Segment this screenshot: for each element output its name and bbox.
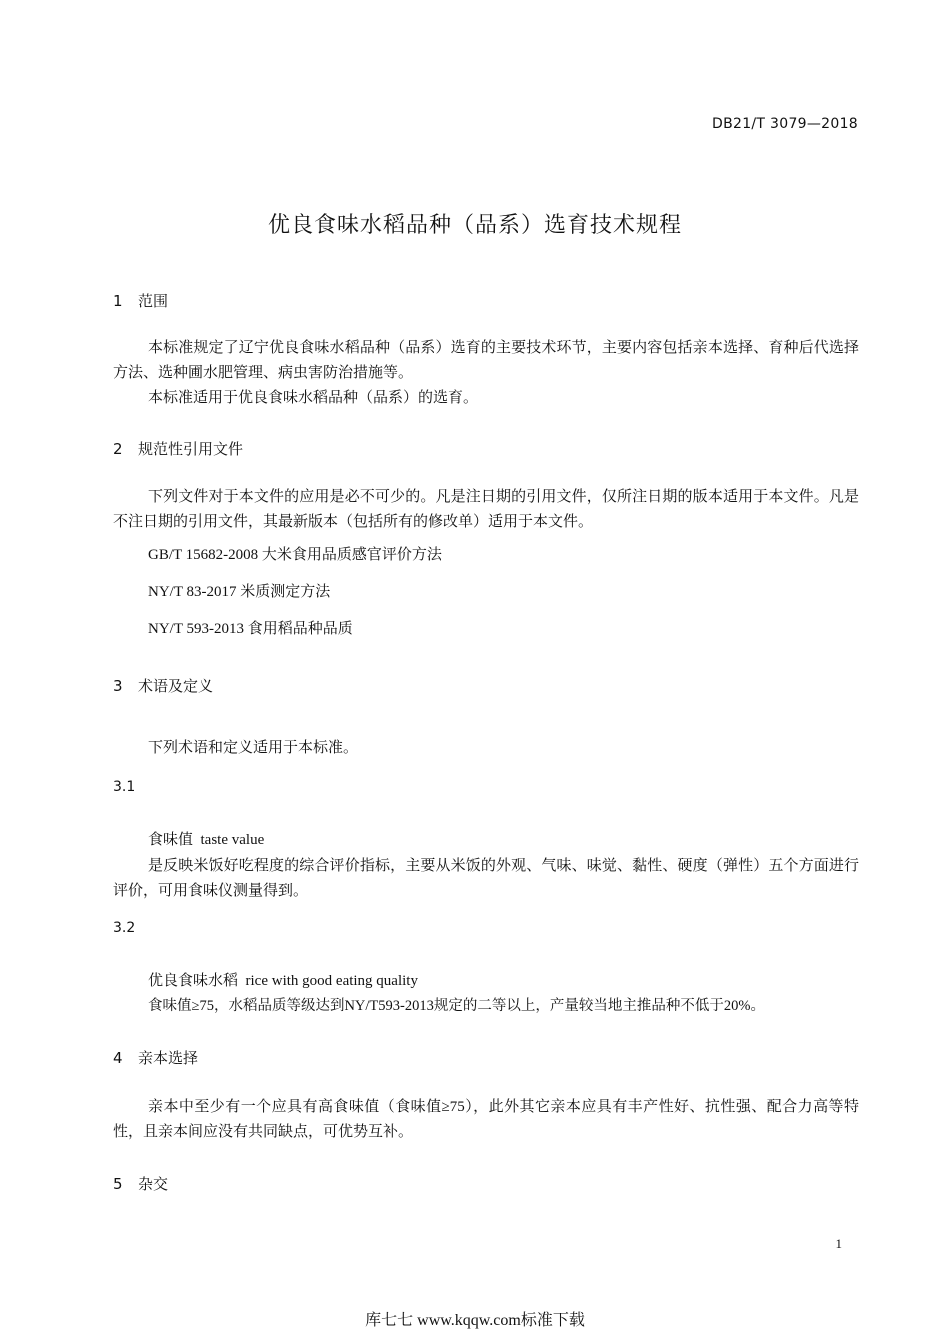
section-heading-1 bbox=[113, 290, 168, 311]
section-number: 2 bbox=[113, 440, 123, 458]
section-title: 规范性引用文件 bbox=[138, 440, 244, 458]
section-heading-4 bbox=[113, 1047, 198, 1068]
page-number: 1 bbox=[835, 1236, 842, 1251]
term-en: taste value bbox=[200, 832, 265, 848]
section-number: 3 bbox=[113, 677, 123, 695]
section-title: 范围 bbox=[138, 292, 169, 310]
paragraph: 本标准适用于优良食味水稻品种（品系）的选育。 bbox=[148, 390, 479, 406]
paragraph: 亲本中至少有一个应具有高食味值（食味值≥75），此外其它亲本应具有丰产性好、抗性强、配合力高等特性，且亲本间应没有共同缺点，可优势互补。 bbox=[113, 1099, 859, 1140]
term-definition: 是反映米饭好吃程度的综合评价指标，主要从米饭的外观、气味、味觉、黏性、硬度（弹性）五个方面进行评价，可用食味仪测量得到。 bbox=[113, 858, 859, 899]
section-number: 5 bbox=[113, 1175, 123, 1193]
footer-watermark: 库七七 www.kqqw.com标准下载 bbox=[365, 1312, 585, 1329]
term-en: rice with good eating quality bbox=[245, 973, 418, 989]
section-heading-2 bbox=[113, 438, 243, 459]
clause-number-3-1: 3.1 bbox=[113, 779, 136, 795]
section-title: 亲本选择 bbox=[138, 1049, 199, 1067]
term-definition: 食味值≥75，水稻品质等级达到NY/T593-2013规定的二等以上，产量较当地主推品种不低于20%。 bbox=[148, 998, 765, 1014]
section-heading-3 bbox=[113, 675, 213, 696]
document-code: DB21/T 3079—2018 bbox=[712, 116, 858, 132]
section-number: 1 bbox=[113, 292, 123, 310]
reference-item: NY/T 593-2013 食用稻品种品质 bbox=[148, 621, 353, 637]
section-title: 杂交 bbox=[138, 1175, 169, 1193]
paragraph: 本标准规定了辽宁优良食味水稻品种（品系）选育的主要技术环节，主要内容包括亲本选择、育种后代选择方法、选种圃水肥管理、病虫害防治措施等。 bbox=[113, 340, 859, 381]
section-heading-5 bbox=[113, 1173, 168, 1194]
section-title: 术语及定义 bbox=[138, 677, 214, 695]
reference-item: GB/T 15682-2008 大米食用品质感官评价方法 bbox=[148, 547, 442, 563]
reference-item: NY/T 83-2017 米质测定方法 bbox=[148, 584, 331, 600]
term-entry bbox=[148, 968, 418, 994]
term-entry bbox=[148, 827, 264, 853]
paragraph: 下列文件对于本文件的应用是必不可少的。凡是注日期的引用文件，仅所注日期的版本适用于本文件。凡是不注日期的引用文件，其最新版本（包括所有的修改单）适用于本文件。 bbox=[113, 489, 859, 530]
document-title: 优良食味水稻品种（品系）选育技术规程 bbox=[267, 213, 682, 238]
clause-number-3-2: 3.2 bbox=[113, 920, 136, 936]
paragraph: 下列术语和定义适用于本标准。 bbox=[148, 740, 359, 756]
section-number: 4 bbox=[113, 1049, 123, 1067]
term-zh: 食味值 bbox=[148, 830, 194, 848]
term-zh: 优良食味水稻 bbox=[148, 971, 239, 989]
